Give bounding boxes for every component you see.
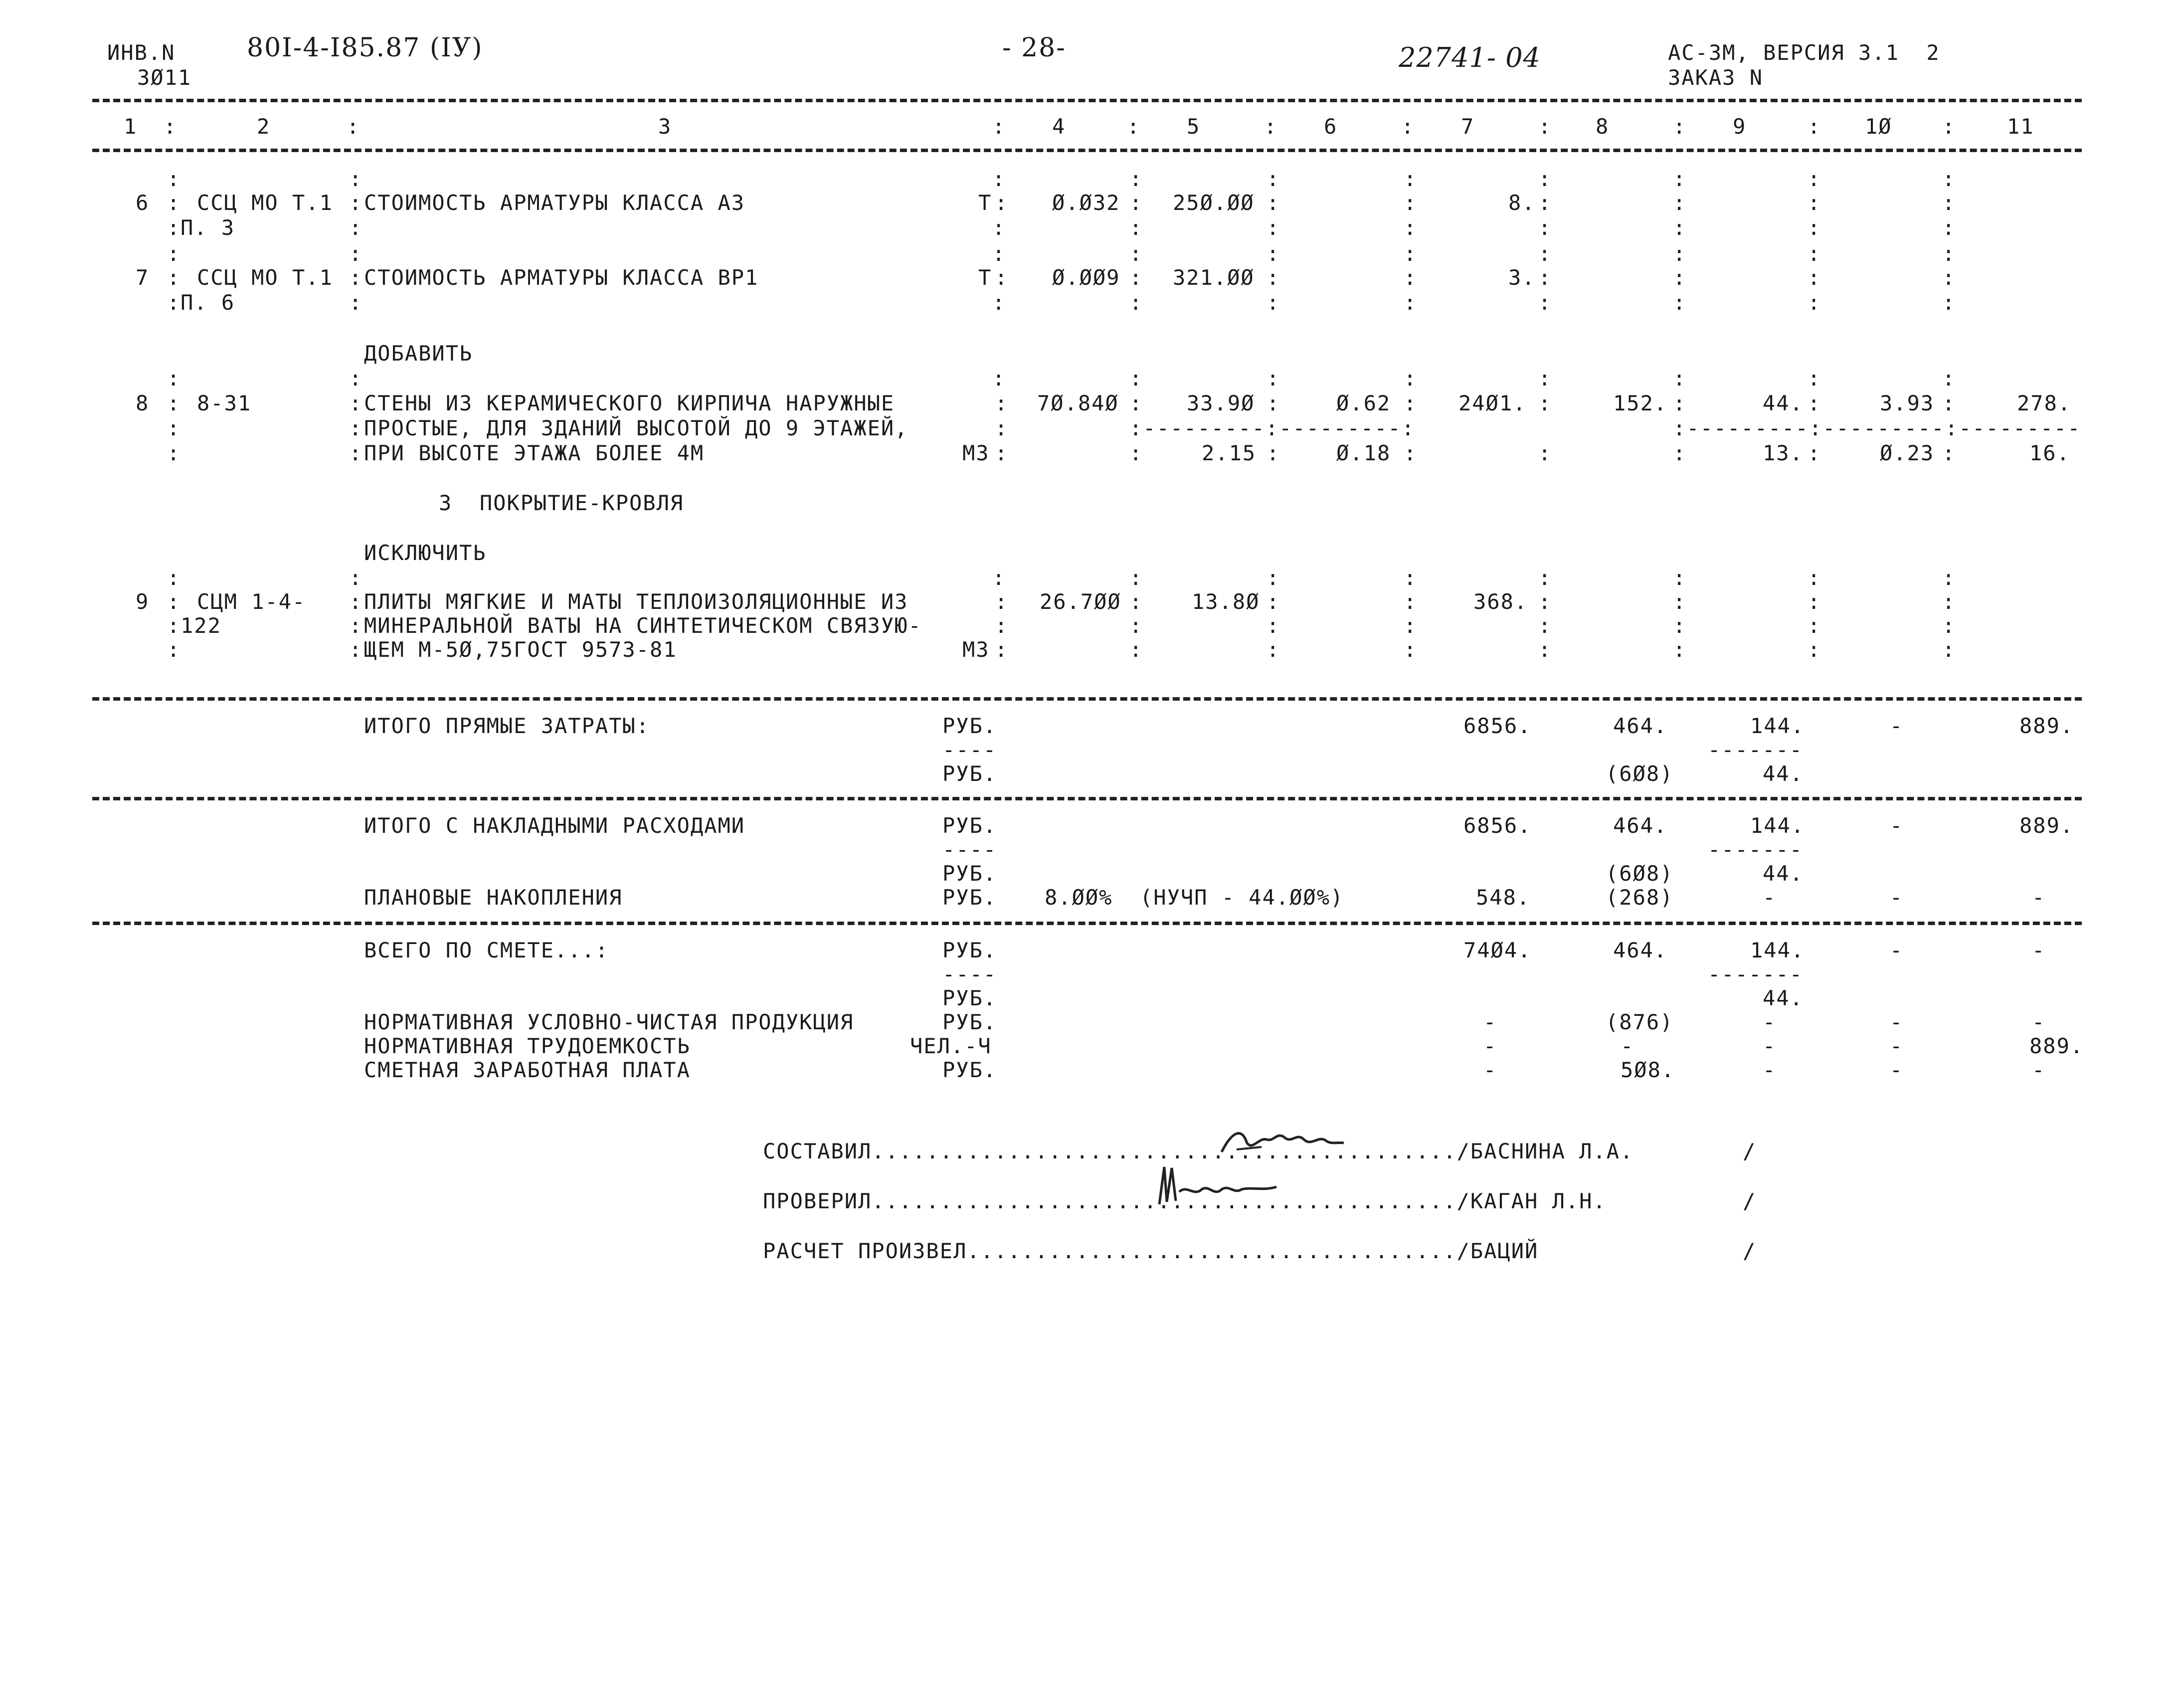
- currency-unit: РУБ.: [942, 714, 997, 738]
- row-number: 6: [136, 190, 150, 215]
- dashed-separator: :---------:---------:---------: [1673, 416, 2081, 440]
- column-separator: :: [1129, 290, 1143, 315]
- column-separator: :: [167, 167, 181, 191]
- column-separator: :: [1808, 190, 1821, 215]
- column-separator: :: [1267, 215, 1280, 240]
- totals-label: ВСЕГО ПО СМЕТЕ...:: [364, 938, 609, 962]
- column-separator: :: [1673, 366, 1687, 390]
- column-separator: :: [1267, 190, 1280, 215]
- column-separator: :: [1673, 391, 1687, 415]
- price-code: 8-31: [197, 391, 252, 415]
- col11-value: 889.: [2019, 813, 2074, 838]
- col8-value: (876): [1606, 1010, 1674, 1034]
- column-separator: :: [167, 566, 181, 590]
- column-separator: :: [995, 637, 1009, 662]
- col10-value: 3.93: [1880, 391, 1935, 415]
- totals-label: ИТОГО С НАКЛАДНЫМИ РАСХОДАМИ: [364, 813, 745, 838]
- column-separator: :: [349, 265, 363, 290]
- column-separator: :: [167, 290, 181, 315]
- col8-wage: (6Ø8): [1606, 761, 1674, 786]
- unit: Т: [978, 265, 992, 290]
- item-description: ПЛИТЫ МЯГКИЕ И МАТЫ ТЕПЛОИЗОЛЯЦИОННЫЕ ИЗ: [364, 589, 908, 614]
- column-separator: :: [1808, 613, 1821, 638]
- planned-percent: 8.ØØ% (НУЧП - 44.ØØ%): [1045, 885, 1344, 910]
- column-separator: :: [1942, 290, 1956, 315]
- totals-top-rule: [92, 697, 2082, 701]
- column-header: 9: [1733, 114, 1747, 139]
- col9-value: -: [1763, 1034, 1777, 1058]
- col10-value: -: [1890, 1010, 1904, 1034]
- program-version: АС-3М, ВЕРСИЯ 3.1 2: [1668, 40, 1940, 65]
- col8-value: 464.: [1613, 813, 1668, 838]
- column-header: 1: [124, 114, 138, 139]
- column-separator: :: [1942, 613, 1956, 638]
- column-separator: :: [1942, 265, 1956, 290]
- section-roofing: 3 ПОКРЫТИЕ-КРОВЛЯ: [439, 491, 684, 515]
- column-separator: :: [1267, 167, 1280, 191]
- column-separator: :: [1267, 265, 1280, 290]
- col11-value: 889.: [2029, 1034, 2084, 1058]
- column-separator: :: [1538, 391, 1552, 415]
- column-separator: :: [992, 366, 1006, 390]
- handwritten-signature-checked: [1152, 1162, 1281, 1209]
- column-separator: :: [1808, 241, 1821, 266]
- column-separator: :: [1673, 190, 1687, 215]
- column-separator: :: [995, 589, 1009, 614]
- item-description-line2: МИНЕРАЛЬНОЙ ВАТЫ НА СИНТЕТИЧЕСКОМ СВЯЗУЮ-: [364, 613, 922, 638]
- column-separator: :: [1404, 215, 1418, 240]
- labor-unit: ЧЕЛ.-Ч: [910, 1034, 992, 1058]
- column-separator: :: [1129, 391, 1143, 415]
- column-separator: :: [167, 613, 181, 638]
- column-separator: :: [349, 416, 363, 440]
- column-separator: :: [1267, 391, 1280, 415]
- col10-value: -: [1890, 885, 1904, 910]
- header-bottom-rule: [92, 149, 2082, 152]
- column-separator: :: [1401, 114, 1415, 139]
- column-separator: :: [167, 391, 181, 415]
- column-separator: :: [167, 241, 181, 266]
- totals-label: ПЛАНОВЫЕ НАКОПЛЕНИЯ: [364, 885, 623, 910]
- totals-label: ИТОГО ПРЯМЫЕ ЗАТРАТЫ:: [364, 714, 650, 738]
- column-separator: :: [1538, 441, 1552, 465]
- column-separator: :: [1538, 290, 1552, 315]
- column-header: 7: [1461, 114, 1475, 139]
- column-separator: :: [1404, 190, 1418, 215]
- column-separator: :: [1129, 441, 1143, 465]
- column-separator: :: [1942, 167, 1956, 191]
- dashed-separator: :---------:---------:: [1129, 416, 1416, 440]
- price-code: СЦМ 1-4-: [197, 589, 306, 614]
- quantity: 26.7ØØ: [1040, 589, 1121, 614]
- column-separator: :: [349, 566, 363, 590]
- handwritten-signature-compiled: [1217, 1122, 1346, 1162]
- column-header: 1Ø: [1865, 114, 1892, 139]
- currency-unit: РУБ.: [942, 761, 997, 786]
- unit-price: 33.9Ø: [1187, 391, 1255, 415]
- col9-wage: 44.: [1763, 761, 1804, 786]
- col8-value: 152.: [1613, 391, 1668, 415]
- column-separator: :: [1673, 613, 1687, 638]
- dash-line: ----: [942, 738, 997, 762]
- col7-value: -: [1483, 1034, 1497, 1058]
- unit-price: 321.ØØ: [1173, 265, 1255, 290]
- col10-value: -: [1890, 813, 1904, 838]
- col8-value: 464.: [1613, 938, 1668, 962]
- col9-wage: 44.: [1763, 986, 1804, 1010]
- column-separator: :: [1404, 366, 1418, 390]
- column-separator: :: [1538, 366, 1552, 390]
- price-code-line2: П. 3: [181, 215, 235, 240]
- page-number: - 28-: [1002, 33, 1066, 63]
- col7-value: -: [1483, 1010, 1497, 1034]
- column-separator: :: [1129, 167, 1143, 191]
- column-separator: :: [1129, 637, 1143, 662]
- column-separator: :: [349, 241, 363, 266]
- currency-unit: РУБ.: [942, 986, 997, 1010]
- column-separator: :: [1404, 265, 1418, 290]
- column-separator: :: [167, 637, 181, 662]
- column-header: 5: [1187, 114, 1201, 139]
- column-separator: :: [1404, 167, 1418, 191]
- column-separator: :: [992, 114, 1006, 139]
- column-separator: :: [167, 416, 181, 440]
- col9-value: -: [1763, 1058, 1777, 1082]
- total-cost: 3.: [1508, 265, 1536, 290]
- unit-price-wage: 2.15: [1202, 441, 1257, 465]
- col11-value: -: [2032, 938, 2046, 962]
- column-separator: :: [349, 613, 363, 638]
- col10-value: -: [1890, 938, 1904, 962]
- column-separator: :: [1538, 589, 1552, 614]
- column-separator: :: [1942, 566, 1956, 590]
- column-separator: :: [1942, 391, 1956, 415]
- column-separator: :: [1404, 391, 1418, 415]
- column-separator: :: [349, 391, 363, 415]
- currency-unit: РУБ.: [942, 885, 997, 910]
- col9-value: 144.: [1750, 813, 1805, 838]
- totals-label: НОРМАТИВНАЯ ТРУДОЕМКОСТЬ: [364, 1034, 691, 1058]
- column-separator: :: [1673, 637, 1687, 662]
- unit: Т: [978, 190, 992, 215]
- column-separator: :: [1538, 241, 1552, 266]
- column-separator: :: [167, 441, 181, 465]
- col9-value: -: [1763, 1010, 1777, 1034]
- project-code: 80I-4-I85.87 (IУ): [247, 33, 483, 63]
- order-number: ЗАКАЗ N: [1668, 65, 1764, 90]
- signature-checked-by: ПРОВЕРИЛ.........................................../КАГАН Л.Н.: [763, 1189, 1607, 1213]
- column-separator: :: [1404, 613, 1418, 638]
- currency-unit: РУБ.: [942, 1010, 997, 1034]
- column-header: 6: [1324, 114, 1338, 139]
- column-header: 3: [658, 114, 672, 139]
- column-separator: :: [1404, 566, 1418, 590]
- col11-value: -: [2032, 1058, 2046, 1082]
- column-separator: :: [1673, 290, 1687, 315]
- column-separator: :: [1538, 114, 1552, 139]
- column-header: 4: [1052, 114, 1066, 139]
- column-separator: :: [1264, 114, 1278, 139]
- column-separator: :: [349, 290, 363, 315]
- col7-value: 6856.: [1463, 714, 1532, 738]
- column-separator: :: [167, 265, 181, 290]
- document-number: 22741- 04: [1399, 42, 1541, 73]
- col9-value: -: [1763, 885, 1777, 910]
- column-separator: :: [349, 167, 363, 191]
- price-code-line2: П. 6: [181, 290, 235, 315]
- column-separator: :: [1808, 114, 1821, 139]
- column-separator: :: [1942, 589, 1956, 614]
- total-cost: 24Ø1.: [1458, 391, 1527, 415]
- col9-wage: 44.: [1763, 861, 1804, 886]
- column-header: 11: [2007, 114, 2034, 139]
- item-description: СТОИМОСТЬ АРМАТУРЫ КЛАССА А3: [364, 190, 745, 215]
- price-code-line2: 122: [181, 613, 221, 638]
- machine-cost-wage: Ø.18: [1336, 441, 1391, 465]
- col8-value: 5Ø8.: [1621, 1058, 1675, 1082]
- dash-line: -------: [1708, 962, 1804, 986]
- column-separator: :: [1538, 265, 1552, 290]
- col10-wage: Ø.23: [1880, 441, 1935, 465]
- dash-line: ----: [942, 962, 997, 986]
- inventory-label: ИНВ.N: [107, 40, 176, 65]
- unit: М3: [962, 441, 990, 465]
- column-separator: :: [1673, 241, 1687, 266]
- column-separator: :: [1673, 566, 1687, 590]
- column-separator: :: [1808, 441, 1821, 465]
- column-separator: :: [1127, 114, 1141, 139]
- column-separator: :: [1808, 391, 1821, 415]
- item-description: СТОИМОСТЬ АРМАТУРЫ КЛАССА ВР1: [364, 265, 759, 290]
- column-separator: :: [1404, 290, 1418, 315]
- item-description-line2: ПРОСТЫЕ, ДЛЯ ЗДАНИЙ ВЫСОТОЙ ДО 9 ЭТАЖЕЙ,: [364, 416, 908, 440]
- column-separator: :: [349, 589, 363, 614]
- col10-value: -: [1890, 1034, 1904, 1058]
- signature-slash: /: [1743, 1189, 1757, 1213]
- machine-cost: Ø.62: [1336, 391, 1391, 415]
- column-separator: :: [1808, 589, 1821, 614]
- column-separator: :: [1808, 566, 1821, 590]
- column-separator: :: [1808, 637, 1821, 662]
- quantity: Ø.ØØ9: [1052, 265, 1120, 290]
- col7-value: 74Ø4.: [1463, 938, 1532, 962]
- column-separator: :: [167, 215, 181, 240]
- column-separator: :: [1267, 637, 1280, 662]
- column-separator: :: [995, 190, 1009, 215]
- column-separator: :: [1673, 114, 1687, 139]
- price-code: ССЦ МО Т.1: [197, 265, 333, 290]
- header-top-rule: [92, 99, 2082, 102]
- column-separator: :: [167, 589, 181, 614]
- column-separator: :: [1267, 441, 1280, 465]
- column-separator: :: [1267, 290, 1280, 315]
- column-separator: :: [1808, 215, 1821, 240]
- column-separator: :: [1129, 265, 1143, 290]
- column-separator: :: [1673, 167, 1687, 191]
- currency-unit: РУБ.: [942, 1058, 997, 1082]
- signature-slash: /: [1743, 1239, 1757, 1263]
- column-separator: :: [995, 613, 1009, 638]
- column-separator: :: [1267, 589, 1280, 614]
- column-separator: :: [992, 290, 1006, 315]
- col7-value: -: [1483, 1058, 1497, 1082]
- quantity: 7Ø.84Ø: [1037, 391, 1119, 415]
- column-separator: :: [164, 114, 178, 139]
- column-separator: :: [1129, 215, 1143, 240]
- col11-value: -: [2032, 1010, 2046, 1034]
- column-separator: :: [1673, 265, 1687, 290]
- column-separator: :: [1267, 366, 1280, 390]
- unit: М3: [962, 637, 990, 662]
- totals-label: НОРМАТИВНАЯ УСЛОВНО-ЧИСТАЯ ПРОДУКЦИЯ: [364, 1010, 854, 1034]
- column-separator: :: [1129, 566, 1143, 590]
- column-separator: :: [1808, 167, 1821, 191]
- col9-wage: 13.: [1763, 441, 1804, 465]
- col8-value: -: [1621, 1034, 1634, 1058]
- column-header: 2: [257, 114, 271, 139]
- column-separator: :: [1673, 215, 1687, 240]
- column-separator: :: [992, 215, 1006, 240]
- column-separator: :: [992, 167, 1006, 191]
- price-code: ССЦ МО Т.1: [197, 190, 333, 215]
- column-separator: :: [1129, 190, 1143, 215]
- column-separator: :: [1267, 613, 1280, 638]
- column-separator: :: [1129, 241, 1143, 266]
- col8-wage: (6Ø8): [1606, 861, 1674, 886]
- grand-total-rule: [92, 922, 2082, 925]
- signature-calculated-by: РАСЧЕТ ПРОИЗВЕЛ..................................../БАЦИЙ: [763, 1239, 1539, 1263]
- column-separator: :: [1404, 589, 1418, 614]
- col7-value: 6856.: [1463, 813, 1532, 838]
- column-separator: :: [1942, 241, 1956, 266]
- column-separator: :: [1404, 241, 1418, 266]
- column-separator: :: [1267, 241, 1280, 266]
- row-number: 7: [136, 265, 150, 290]
- totals-mid-rule: [92, 797, 2082, 800]
- currency-unit: РУБ.: [942, 813, 997, 838]
- totals-label: СМЕТНАЯ ЗАРАБОТНАЯ ПЛАТА: [364, 1058, 691, 1082]
- signature-compiled-by: СОСТАВИЛ.........................................../БАСНИНА Л.А.: [763, 1139, 1634, 1163]
- column-separator: :: [1808, 366, 1821, 390]
- col11-value: 278.: [2017, 391, 2072, 415]
- col11-value: 889.: [2019, 714, 2074, 738]
- col9-value: 44.: [1763, 391, 1804, 415]
- column-separator: :: [1538, 215, 1552, 240]
- column-separator: :: [992, 241, 1006, 266]
- signature-slash: /: [1743, 1139, 1757, 1163]
- inventory-number: 3Ø11: [137, 65, 192, 90]
- column-separator: :: [1673, 589, 1687, 614]
- column-separator: :: [1129, 589, 1143, 614]
- column-separator: :: [1538, 190, 1552, 215]
- total-cost: 368.: [1473, 589, 1528, 614]
- column-separator: :: [1538, 613, 1552, 638]
- column-separator: :: [995, 441, 1009, 465]
- total-cost: 8.: [1508, 190, 1536, 215]
- column-separator: :: [1808, 290, 1821, 315]
- col8-value: 464.: [1613, 714, 1668, 738]
- unit-price: 25Ø.ØØ: [1173, 190, 1255, 215]
- column-separator: :: [992, 566, 1006, 590]
- column-header: 8: [1596, 114, 1610, 139]
- col11-wage: 16.: [2029, 441, 2070, 465]
- col9-value: 144.: [1750, 714, 1805, 738]
- column-separator: :: [167, 190, 181, 215]
- column-separator: :: [349, 366, 363, 390]
- column-separator: :: [1942, 215, 1956, 240]
- col11-value: -: [2032, 885, 2046, 910]
- currency-unit: РУБ.: [942, 861, 997, 886]
- unit-price: 13.8Ø: [1192, 589, 1260, 614]
- column-separator: :: [347, 114, 361, 139]
- column-separator: :: [1673, 441, 1687, 465]
- item-description-line3: ПРИ ВЫСОТЕ ЭТАЖА БОЛЕЕ 4М: [364, 441, 705, 465]
- column-separator: :: [349, 441, 363, 465]
- column-separator: :: [1942, 190, 1956, 215]
- column-separator: :: [995, 265, 1009, 290]
- currency-unit: РУБ.: [942, 938, 997, 962]
- column-separator: :: [1942, 114, 1956, 139]
- col9-value: 144.: [1750, 938, 1805, 962]
- column-separator: :: [349, 215, 363, 240]
- column-separator: :: [995, 391, 1009, 415]
- column-separator: :: [167, 366, 181, 390]
- column-separator: :: [1267, 566, 1280, 590]
- col10-value: -: [1890, 1058, 1904, 1082]
- column-separator: :: [1404, 441, 1418, 465]
- column-separator: :: [349, 190, 363, 215]
- column-separator: :: [1129, 366, 1143, 390]
- section-add: ДОБАВИТЬ: [364, 341, 473, 366]
- row-number: 9: [136, 589, 150, 614]
- col7-value: 548.: [1476, 885, 1531, 910]
- item-description: СТЕНЫ ИЗ КЕРАМИЧЕСКОГО КИРПИЧА НАРУЖНЫЕ: [364, 391, 895, 415]
- dash-line: -------: [1708, 738, 1804, 762]
- column-separator: :: [1942, 637, 1956, 662]
- column-separator: :: [1404, 637, 1418, 662]
- column-separator: :: [1538, 566, 1552, 590]
- column-separator: :: [1942, 441, 1956, 465]
- column-separator: :: [995, 416, 1009, 440]
- column-separator: :: [1808, 265, 1821, 290]
- column-separator: :: [1538, 637, 1552, 662]
- col10-value: -: [1890, 714, 1904, 738]
- col8-value: (268): [1606, 885, 1674, 910]
- dash-line: ----: [942, 837, 997, 862]
- column-separator: :: [349, 637, 363, 662]
- item-description-line3: ЩЕМ М-5Ø,75ГОСТ 9573-81: [364, 637, 677, 662]
- quantity: Ø.Ø32: [1052, 190, 1120, 215]
- column-separator: :: [1129, 613, 1143, 638]
- column-separator: :: [1538, 167, 1552, 191]
- row-number: 8: [136, 391, 150, 415]
- column-separator: :: [1942, 366, 1956, 390]
- section-exclude: ИСКЛЮЧИТЬ: [364, 541, 487, 565]
- dash-line: -------: [1708, 837, 1804, 862]
